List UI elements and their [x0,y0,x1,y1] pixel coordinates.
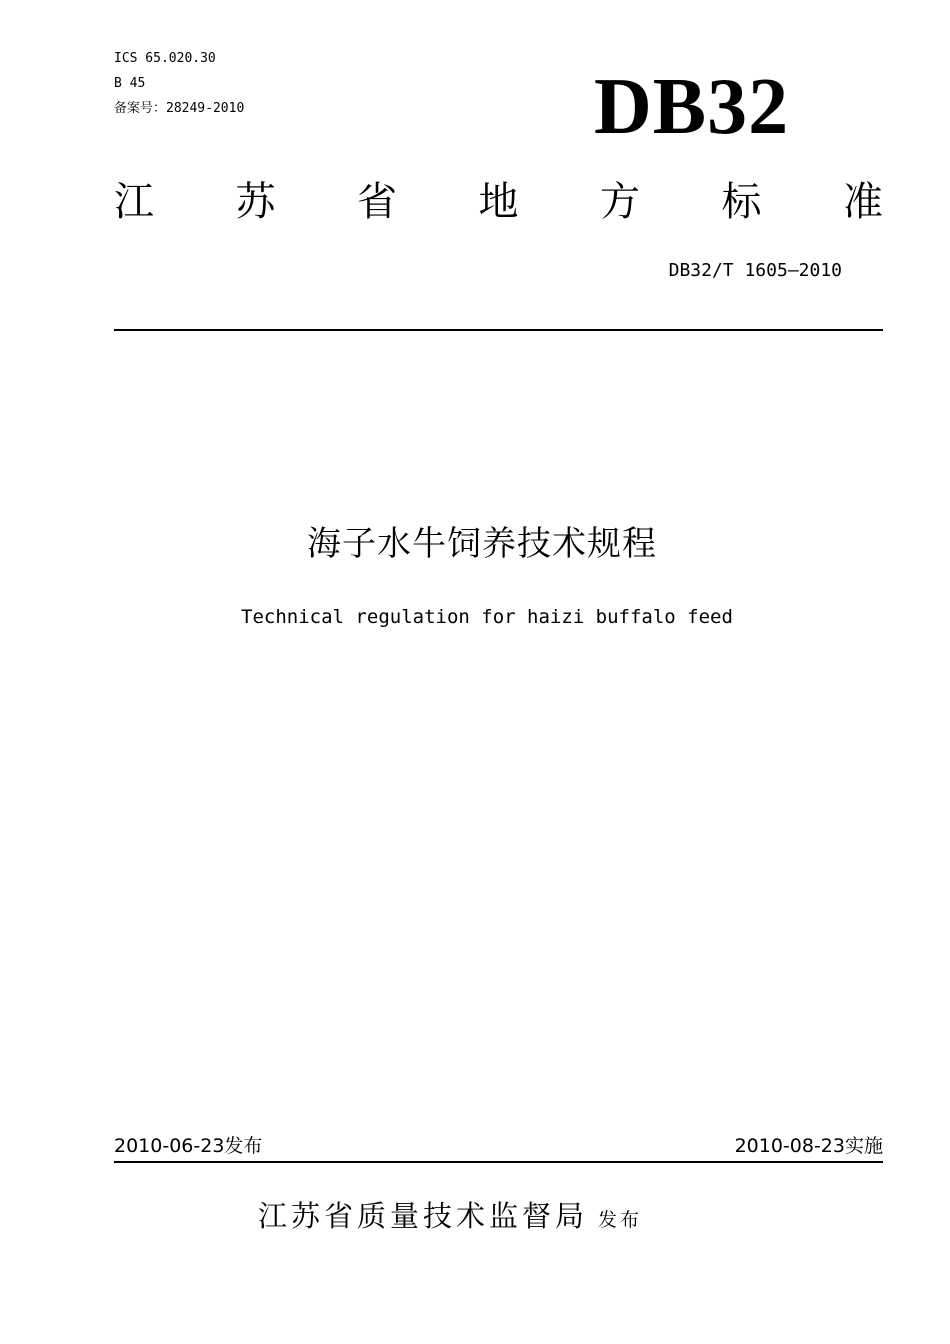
standard-logo: DB32 [594,63,790,151]
standard-type-heading [114,176,883,228]
issuer-block [258,1196,642,1240]
issuing-authority: 江苏省质量技术监督局 [258,1199,589,1233]
publish-date [114,1133,262,1159]
footer-divider [114,1161,883,1163]
implementation-date [735,1133,883,1159]
ics-code: ICS 65.020.30 [114,51,216,66]
implementation-date-value: 2010-08-23 [734,1135,845,1157]
ccs-code: B 45 [114,76,146,91]
standard-number: DB32/T 1605—2010 [668,260,842,281]
issuer-suffix: 发布 [598,1209,643,1231]
document-title-chinese: 海子水牛饲养技术规程 [307,524,657,564]
standard-type-char: 标 [721,179,762,225]
standard-type-char: 省 [357,179,397,225]
implementation-date-label: 实施 [844,1135,883,1157]
document-title-english: Technical regulation for haizi buffalo feed [241,606,733,628]
filing-number: 备案号：28249-2010 [114,101,245,116]
standard-type-char: 方 [600,179,640,225]
standard-type-char: 江 [114,179,154,225]
standard-type-char: 苏 [235,179,276,225]
standard-type-char: 地 [478,179,519,225]
header-divider [114,329,883,331]
publish-date-label: 发布 [224,1135,263,1157]
publish-date-value: 2010-06-23 [114,1135,225,1157]
standard-type-char: 准 [843,179,883,225]
